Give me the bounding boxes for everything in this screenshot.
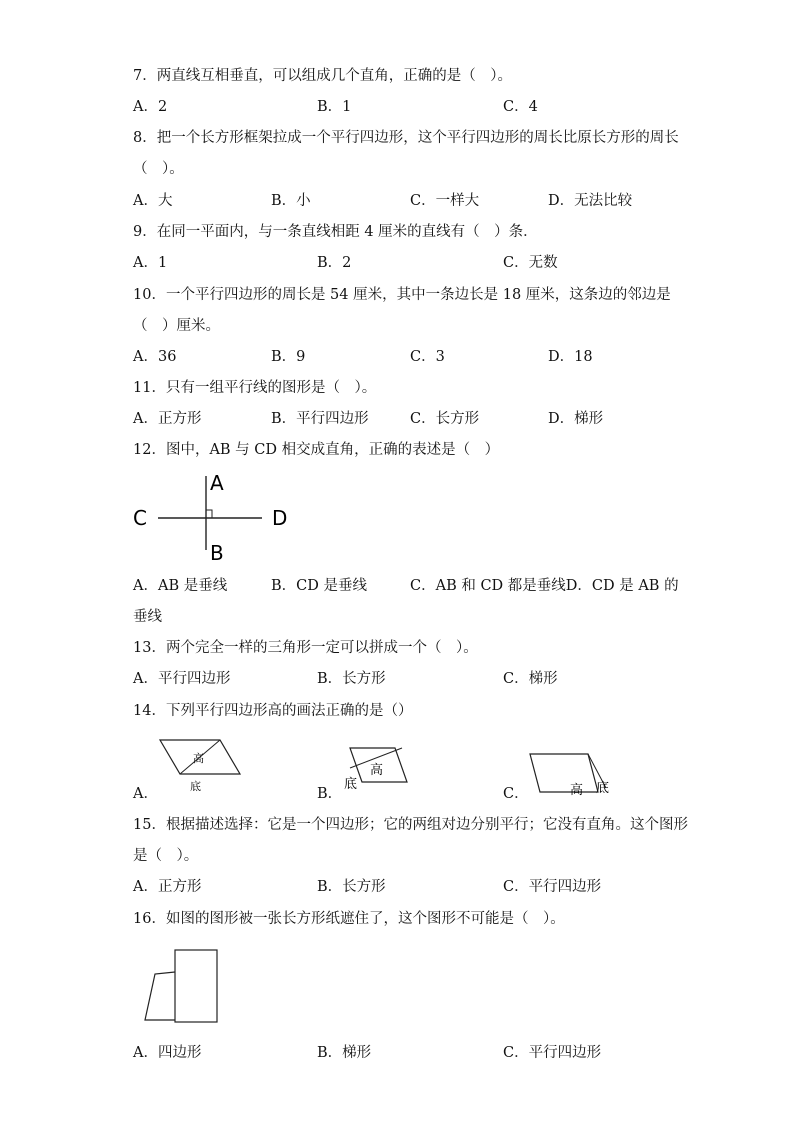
covered-shape-figure — [135, 944, 235, 1030]
question-8-cont: （ ）。 — [133, 161, 184, 177]
question-15: 15．根据描述选择：它是一个四边形；它的两组对边分别平行；它没有直角。这个图形 — [133, 817, 688, 833]
q10-option-c[interactable]: C．3 — [410, 349, 445, 365]
question-10-cont: （ ）厘米。 — [133, 318, 220, 334]
q13-option-c[interactable]: C．梯形 — [503, 671, 558, 687]
q9-option-a[interactable]: A．1 — [133, 255, 168, 271]
question-11: 11．只有一组平行线的图形是（ ）。 — [133, 380, 377, 396]
q15-option-a[interactable]: A．正方形 — [133, 879, 202, 895]
parallelogram-c — [530, 754, 598, 792]
q14-figure-b — [340, 744, 415, 794]
q12-option-a[interactable]: A．AB 是垂线 — [133, 578, 228, 594]
label-di-c: 底 — [596, 781, 610, 796]
label-gao-a: 高 — [193, 752, 204, 765]
q10-option-b[interactable]: B．9 — [271, 349, 306, 365]
q14-option-b[interactable]: B． — [317, 786, 343, 802]
label-di-a: 底 — [190, 780, 201, 793]
q12-option-wrap: 垂线 — [133, 609, 162, 625]
q7-option-a[interactable]: A．2 — [133, 99, 168, 115]
question-14: 14．下列平行四边形高的画法正确的是（） — [133, 703, 413, 719]
question-16: 16．如图的图形被一张长方形纸遮住了，这个图形不可能是（ ）。 — [133, 911, 565, 927]
q15-option-b[interactable]: B．长方形 — [317, 879, 386, 895]
q8-option-a[interactable]: A．大 — [133, 193, 173, 209]
question-7: 7．两直线互相垂直，可以组成几个直角，正确的是（ ）。 — [133, 68, 512, 84]
question-13: 13．两个完全一样的三角形一定可以拼成一个（ ）。 — [133, 640, 478, 656]
q12-option-c-d[interactable]: C．AB 和 CD 都是垂线D．CD 是 AB 的 — [410, 578, 679, 594]
label-gao-c: 高 — [570, 783, 584, 798]
q8-option-c[interactable]: C．一样大 — [410, 193, 480, 209]
label-a: A — [210, 471, 224, 495]
question-10: 10．一个平行四边形的周长是 54 厘米，其中一条边长是 18 厘米，这条边的邻边是 — [133, 287, 671, 303]
q16-option-b[interactable]: B．梯形 — [317, 1045, 372, 1061]
cover-paper — [175, 950, 217, 1022]
q8-option-d[interactable]: D．无法比较 — [548, 193, 633, 209]
q14-figure-a — [155, 736, 250, 796]
q13-option-a[interactable]: A．平行四边形 — [133, 671, 231, 687]
q12-option-b[interactable]: B．CD 是垂线 — [271, 578, 367, 594]
q8-option-b[interactable]: B．小 — [271, 193, 311, 209]
label-d: D — [272, 506, 288, 530]
question-15-cont: 是（ ）。 — [133, 848, 199, 864]
q10-option-a[interactable]: A．36 — [133, 349, 177, 365]
q11-option-c[interactable]: C．长方形 — [410, 411, 480, 427]
question-12: 12．图中，AB 与 CD 相交成直角，正确的表述是（ ） — [133, 442, 500, 458]
perpendicular-lines-figure — [130, 470, 300, 570]
q11-option-a[interactable]: A．正方形 — [133, 411, 202, 427]
q13-option-b[interactable]: B．长方形 — [317, 671, 386, 687]
label-di-b: 底 — [344, 777, 358, 792]
partial-quadrilateral — [145, 972, 175, 1020]
q7-option-c[interactable]: C．4 — [503, 99, 538, 115]
label-gao-b: 高 — [370, 763, 384, 778]
q7-option-b[interactable]: B．1 — [317, 99, 352, 115]
question-9: 9．在同一平面内，与一条直线相距 4 厘米的直线有（ ）条． — [133, 224, 538, 240]
question-8: 8．把一个长方形框架拉成一个平行四边形，这个平行四边形的周长比原长方形的周长 — [133, 130, 679, 146]
q16-option-c[interactable]: C．平行四边形 — [503, 1045, 602, 1061]
q14-option-a[interactable]: A． — [133, 786, 158, 802]
right-angle-mark — [206, 510, 212, 518]
q14-option-c[interactable]: C． — [503, 786, 529, 802]
q15-option-c[interactable]: C．平行四边形 — [503, 879, 602, 895]
q9-option-b[interactable]: B．2 — [317, 255, 352, 271]
q16-option-a[interactable]: A．四边形 — [133, 1045, 202, 1061]
label-c: C — [133, 506, 147, 530]
q9-option-c[interactable]: C．无数 — [503, 255, 558, 271]
label-b: B — [210, 541, 224, 565]
q11-option-b[interactable]: B．平行四边形 — [271, 411, 369, 427]
q10-option-d[interactable]: D．18 — [548, 349, 593, 365]
q11-option-d[interactable]: D．梯形 — [548, 411, 604, 427]
q14-figure-c — [516, 748, 616, 798]
